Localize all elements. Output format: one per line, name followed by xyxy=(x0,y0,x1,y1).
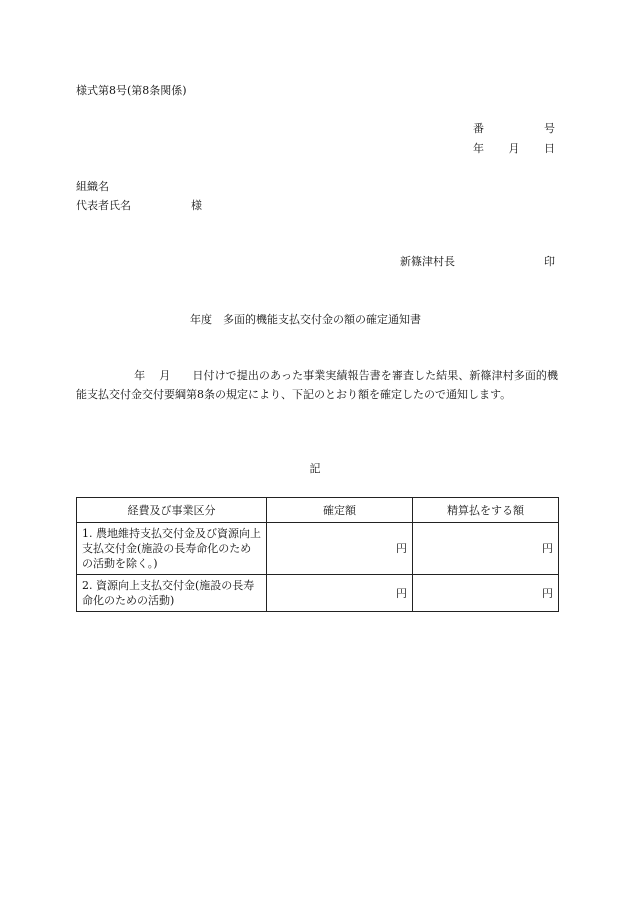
confirmed-amount-cell: 円 xyxy=(267,523,413,575)
issuer-line xyxy=(400,255,555,269)
table-header-row xyxy=(77,498,559,523)
date-year: 年 xyxy=(473,142,484,155)
issue-date xyxy=(473,142,555,156)
settlement-amount-cell: 円 xyxy=(413,523,559,575)
reference-number xyxy=(473,122,555,136)
settlement-amount-cell: 円 xyxy=(413,575,559,612)
reference-ban: 番 xyxy=(473,122,484,135)
organization-name: 組織名 xyxy=(76,180,109,193)
header-confirmed-amount: 確定額 xyxy=(267,498,413,523)
representative-line xyxy=(76,199,202,213)
table-row xyxy=(77,523,559,575)
date-month: 月 xyxy=(508,142,520,155)
representative-label: 代表者氏名 xyxy=(76,199,131,212)
ki-heading: 記 xyxy=(309,462,321,475)
amount-table xyxy=(76,497,559,612)
seal-mark: 印 xyxy=(544,255,555,268)
body-paragraph xyxy=(76,366,558,404)
row-category: 2. 資源向上支払交付金(施設の長寿命化のための活動) xyxy=(77,575,267,612)
body-year: 年 xyxy=(134,369,146,382)
row-category: 1. 農地維持支払交付金及び資源向上支払交付金(施設の長寿命化のための活動を除く。) xyxy=(77,523,267,575)
date-day: 日 xyxy=(544,142,555,155)
reference-go: 号 xyxy=(544,122,555,135)
document-title: 年度 多面的機能支払交付金の額の確定通知書 xyxy=(190,313,421,326)
issuer-title: 新篠津村長 xyxy=(400,255,455,268)
form-label: 様式第8号(第8条関係) xyxy=(76,84,187,97)
body-text: 日付けで提出のあった事業実績報告書を審査した結果、新篠津村多面的機能支払交付金交付要綱第8条の規定により、下記のとおり額を確定したので通知します。 xyxy=(76,369,559,401)
body-month: 月 xyxy=(159,369,171,382)
table-row xyxy=(77,575,559,612)
header-category: 経費及び事業区分 xyxy=(77,498,267,523)
confirmed-amount-cell: 円 xyxy=(267,575,413,612)
header-settlement-amount: 精算払をする額 xyxy=(413,498,559,523)
honorific: 様 xyxy=(191,199,202,212)
